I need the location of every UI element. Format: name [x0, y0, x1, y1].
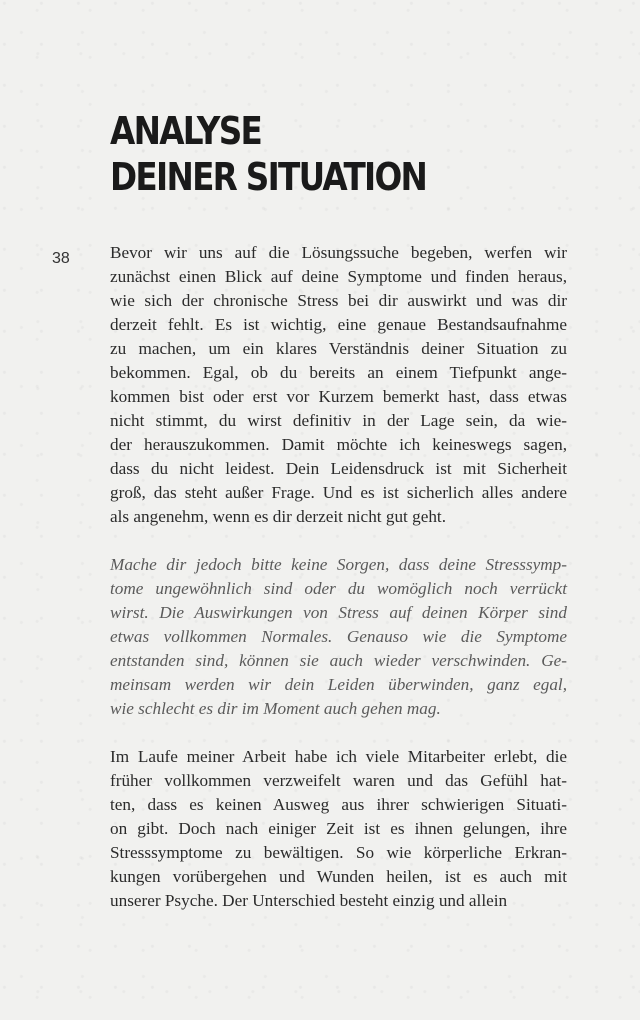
text-line: Mache dir jedoch bitte keine Sorgen, dass deine Stresssymp-	[110, 555, 567, 574]
heading-line-1: ANALYSE	[110, 109, 262, 153]
text-line: zu machen, um ein klares Verständnis deiner Situation zu	[110, 339, 567, 358]
body-paragraph	[110, 745, 567, 913]
text-line: Im Laufe meiner Arbeit habe ich viele Mitarbeiter erlebt, die	[110, 747, 567, 766]
text-line: derzeit fehlt. Es ist wichtig, eine genaue Bestandsaufnahme	[110, 315, 567, 334]
text-line: als angenehm, wenn es dir derzeit nicht gut geht.	[110, 507, 447, 526]
text-line: Bevor wir uns auf die Lösungssuche begeben, werfen wir	[110, 243, 567, 262]
body-paragraph	[110, 241, 567, 529]
text-line: kungen vorübergehen und Wunden heilen, ist es auch mit	[110, 867, 567, 886]
text-line: groß, das steht außer Frage. Und es ist sicherlich alles andere	[110, 483, 567, 502]
text-line: ten, dass es keinen Ausweg aus ihrer schwierigen Situati-	[110, 795, 567, 814]
text-line: unserer Psyche. Der Unterschied besteht einzig und allein	[110, 891, 508, 910]
text-line: tome ungewöhnlich sind oder du womöglich noch verrückt	[110, 579, 567, 598]
text-line: nicht stimmt, du wirst definitiv in der Lage sein, da wie-	[110, 411, 567, 430]
quote-paragraph	[110, 553, 567, 721]
body-text	[110, 241, 567, 937]
text-line: kommen bist oder erst vor Kurzem bemerkt hast, dass etwas	[110, 387, 567, 406]
text-line: bekommen. Egal, ob du bereits an einem Tiefpunkt ange-	[110, 363, 567, 382]
text-line: wie schlecht es dir im Moment auch gehen mag.	[110, 699, 441, 718]
page-number: 38	[52, 250, 70, 267]
text-line: wie sich der chronische Stress bei dir auswirkt und was dir	[110, 291, 567, 310]
text-line: früher vollkommen verzweifelt waren und das Gefühl hat-	[110, 771, 567, 790]
text-line: der herauszukommen. Damit möchte ich keineswegs sagen,	[110, 435, 567, 454]
text-line: meinsam werden wir dein Leiden überwinden, ganz egal,	[110, 675, 567, 694]
text-line: dass du nicht leidest. Dein Leidensdruck ist mit Sicherheit	[110, 459, 567, 478]
text-line: zunächst einen Blick auf deine Symptome und finden heraus,	[110, 267, 567, 286]
text-line: entstanden sind, können sie auch wieder verschwinden. Ge-	[110, 651, 567, 670]
text-line: wirst. Die Auswirkungen von Stress auf deinen Körper sind	[110, 603, 567, 622]
heading-line-2: DEINER SITUATION	[110, 155, 427, 199]
text-line: Stresssymptome zu bewältigen. So wie körperliche Erkran-	[110, 843, 567, 862]
chapter-heading	[110, 108, 426, 200]
text-line: on gibt. Doch nach einiger Zeit ist es ihnen gelungen, ihre	[110, 819, 567, 838]
text-line: etwas vollkommen Normales. Genauso wie die Symptome	[110, 627, 567, 646]
